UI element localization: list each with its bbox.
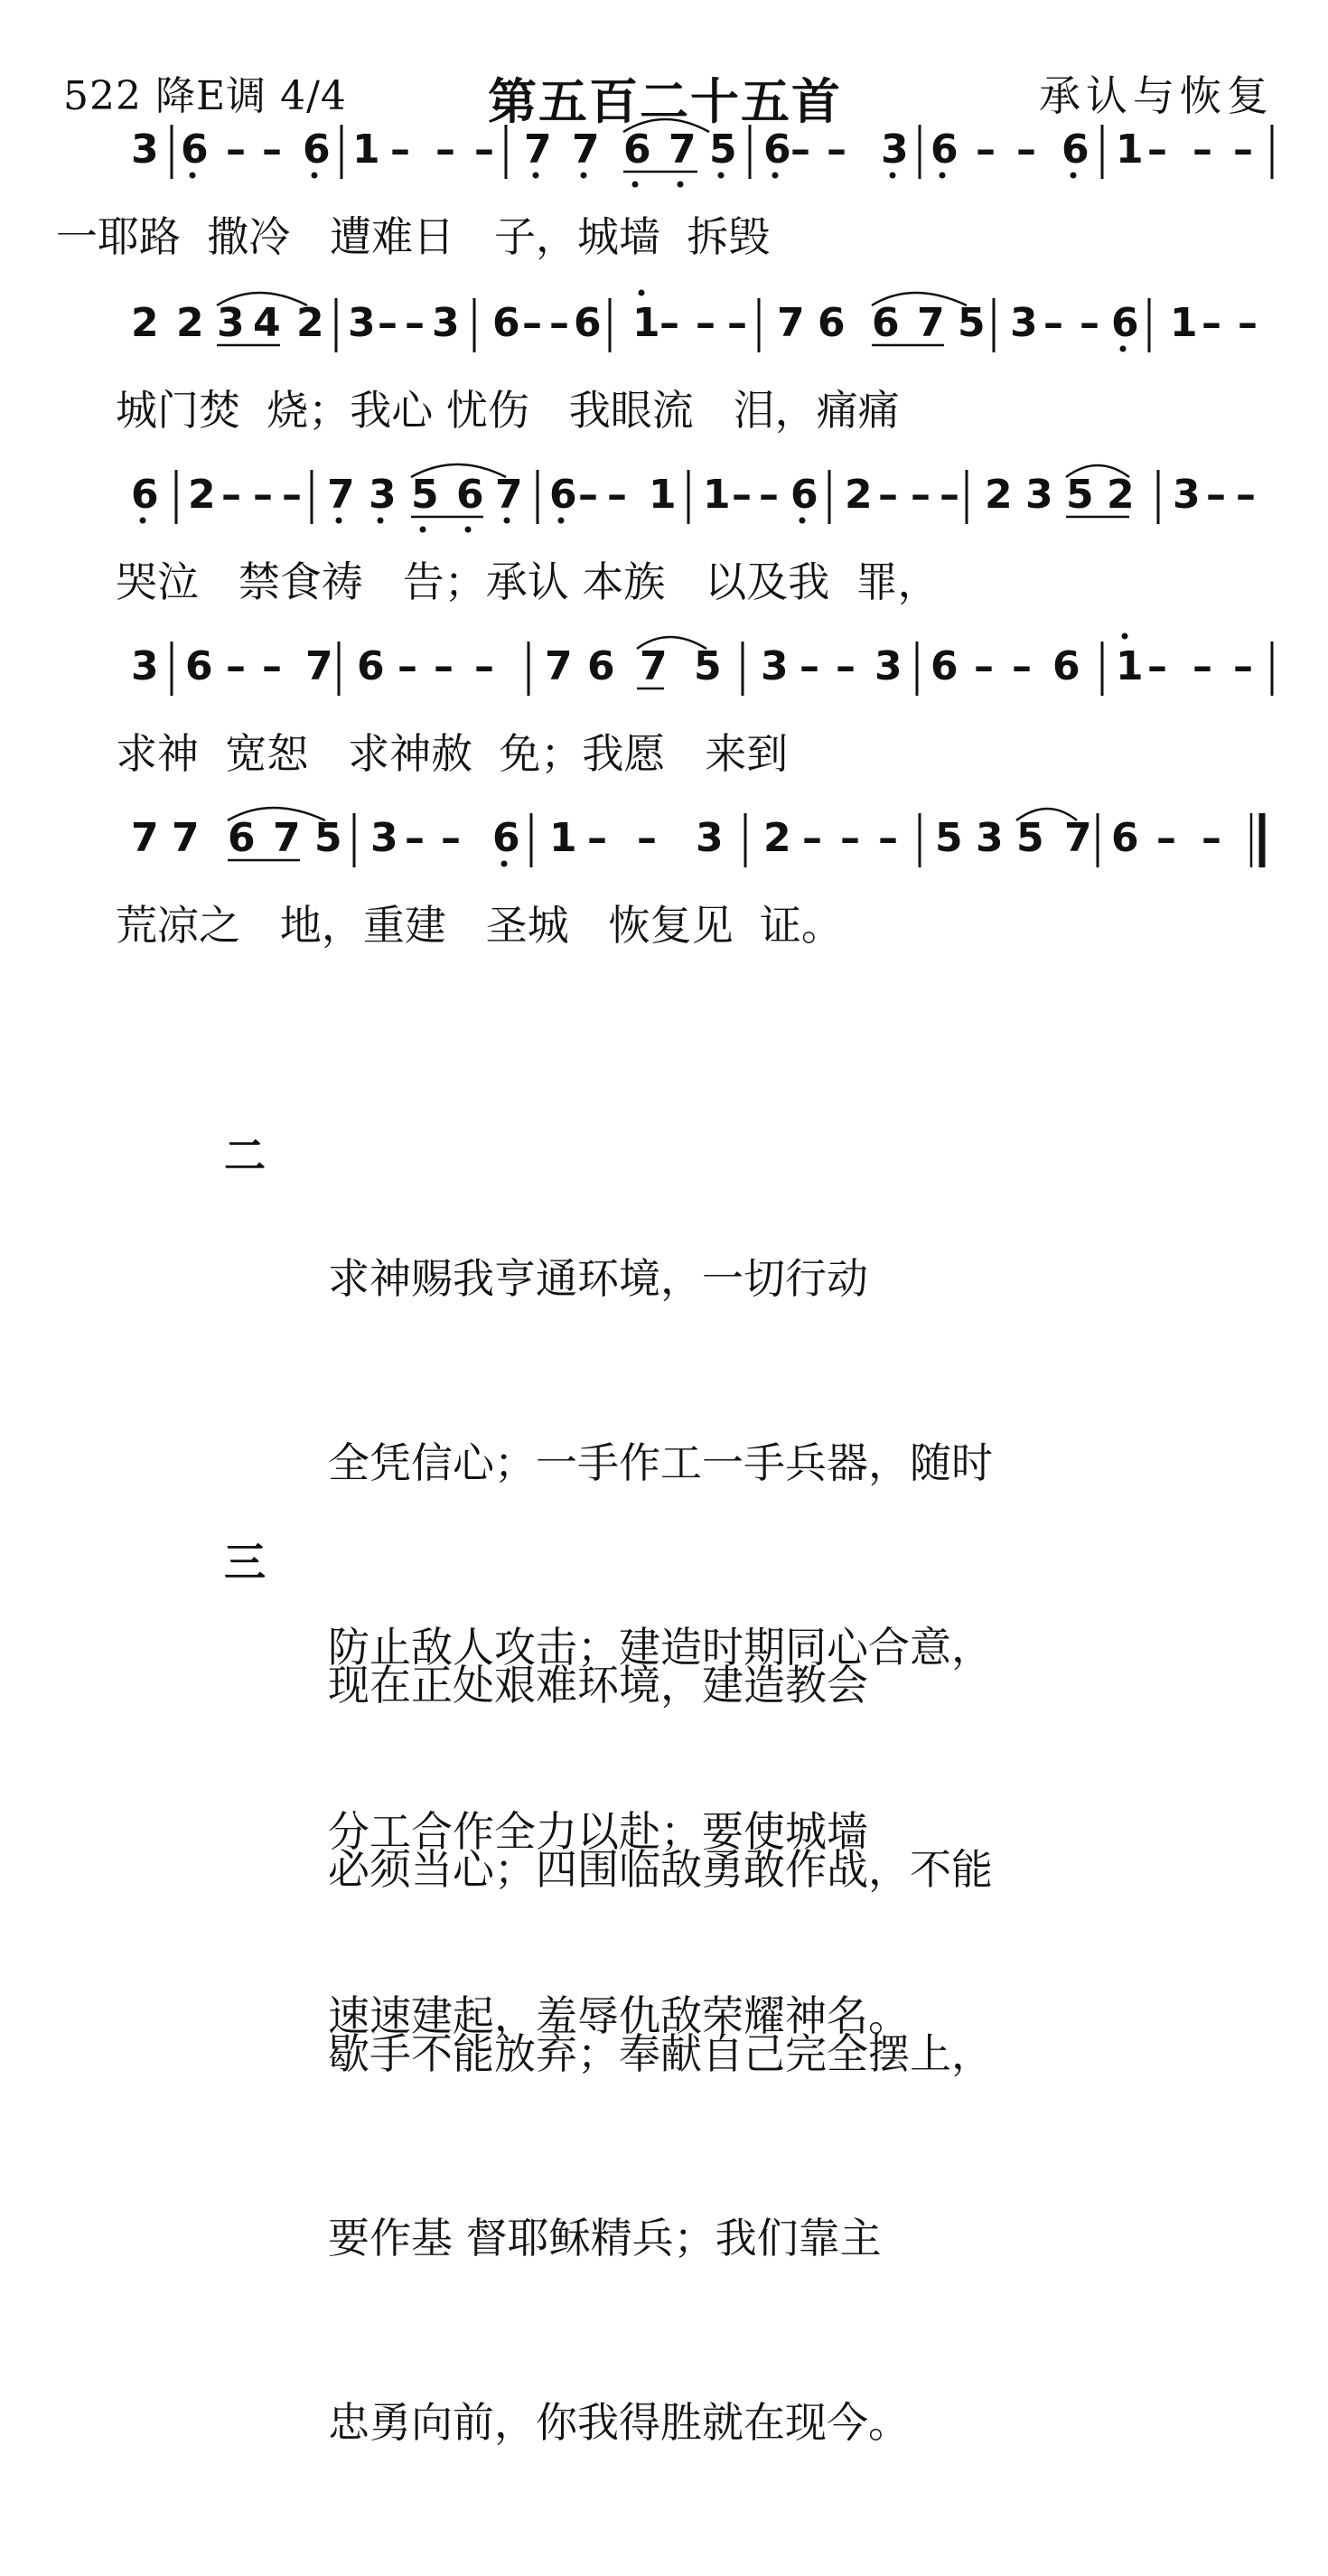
verse-line: 全凭信心；一手作工一手兵器，随时 xyxy=(328,1438,993,1487)
svg-text:–: – xyxy=(405,300,425,346)
svg-text:–: – xyxy=(435,126,455,173)
svg-text:7: 7 xyxy=(777,300,805,346)
svg-text:–: – xyxy=(1236,472,1256,518)
notation-line-5 xyxy=(0,804,1328,876)
svg-text:–: – xyxy=(1233,643,1253,689)
svg-text:1: 1 xyxy=(549,815,577,861)
svg-text:–: – xyxy=(1206,472,1226,518)
svg-text:7: 7 xyxy=(669,126,697,173)
svg-text:–: – xyxy=(1192,126,1212,173)
svg-text:2: 2 xyxy=(296,300,324,346)
svg-text:7: 7 xyxy=(273,815,301,861)
svg-text:1: 1 xyxy=(649,472,677,518)
svg-text:–: – xyxy=(434,643,454,689)
svg-text:1: 1 xyxy=(703,472,731,518)
svg-text:2: 2 xyxy=(763,815,791,861)
svg-text:3: 3 xyxy=(976,815,1004,861)
svg-text:7: 7 xyxy=(305,643,333,689)
svg-text:3: 3 xyxy=(874,643,902,689)
verse-line: 速速建起，羞辱仇敌荣耀神名。 xyxy=(328,1991,910,2040)
verse-line: 歇手不能放弃；奉献自己完全摆上， xyxy=(328,2029,993,2078)
svg-text:3: 3 xyxy=(370,815,398,861)
svg-text:–: – xyxy=(221,472,241,518)
svg-text:–: – xyxy=(405,815,425,861)
svg-text:–: – xyxy=(840,815,860,861)
svg-text:–: – xyxy=(262,126,282,173)
svg-text:1: 1 xyxy=(1116,643,1144,689)
svg-text:3: 3 xyxy=(1010,300,1038,346)
svg-text:3: 3 xyxy=(131,643,159,689)
svg-text:3: 3 xyxy=(1025,472,1053,518)
verse-text xyxy=(328,1532,993,2576)
svg-text:3: 3 xyxy=(432,300,460,346)
svg-text:1: 1 xyxy=(1170,300,1198,346)
lyric-line-5: 荒凉之 地，重建 圣城 恢复见 证。 xyxy=(116,901,843,950)
svg-text:4: 4 xyxy=(253,300,281,346)
svg-text:–: – xyxy=(790,126,810,173)
hymn-title: 第五百二十五首 xyxy=(488,72,842,130)
svg-text:–: – xyxy=(974,643,994,689)
hymn-key-meter: 522 降E调 4/4 xyxy=(63,73,347,119)
svg-text:7: 7 xyxy=(131,815,159,861)
music-system-4 xyxy=(0,632,1328,813)
svg-text:2: 2 xyxy=(188,472,216,518)
svg-text:5: 5 xyxy=(1066,472,1094,518)
lyric-line-3: 哭泣 禁食祷 告；承认 本族 以及我 罪， xyxy=(116,557,940,606)
svg-text:–: – xyxy=(1238,300,1258,346)
svg-text:–: – xyxy=(282,472,302,518)
svg-text:–: – xyxy=(1147,643,1167,689)
svg-text:5: 5 xyxy=(314,815,342,861)
lyric-line-2: 城门焚 烧；我心 忧伤 我眼流 泪，痛痛 xyxy=(116,386,900,435)
svg-text:–: – xyxy=(878,472,898,518)
music-system-3 xyxy=(0,461,1328,642)
svg-text:–: – xyxy=(727,300,747,346)
notation-line-4 xyxy=(0,632,1328,705)
svg-text:5: 5 xyxy=(694,643,722,689)
svg-text:–: – xyxy=(1016,126,1036,173)
verse-line: 现在正处艰难环境，建造教会 xyxy=(328,1661,868,1710)
svg-text:2: 2 xyxy=(176,300,204,346)
verse-number: 二 xyxy=(224,1131,266,1180)
svg-text:–: – xyxy=(226,643,246,689)
verse-line: 求神赐我亨通环境，一切行动 xyxy=(328,1254,868,1303)
svg-text:–: – xyxy=(940,472,959,518)
lyric-line-1: 一耶路 撒冷 遭难日 子，城墙 拆毁 xyxy=(56,212,771,261)
svg-text:–: – xyxy=(732,472,752,518)
svg-text:1: 1 xyxy=(632,300,660,346)
svg-text:–: – xyxy=(474,126,494,173)
svg-text:–: – xyxy=(522,300,542,346)
svg-text:5: 5 xyxy=(958,300,986,346)
svg-text:1: 1 xyxy=(1116,126,1144,173)
svg-text:–: – xyxy=(1202,300,1221,346)
verse-line: 要作基 督耶稣精兵；我们靠主 xyxy=(328,2214,882,2262)
svg-text:–: – xyxy=(441,815,461,861)
svg-text:1: 1 xyxy=(352,126,380,173)
svg-text:3: 3 xyxy=(348,300,376,346)
svg-text:–: – xyxy=(659,300,679,346)
hymn-subtitle: 承认与恢复 xyxy=(1039,71,1274,120)
svg-text:–: – xyxy=(1012,643,1032,689)
svg-text:3: 3 xyxy=(1173,472,1201,518)
svg-text:3: 3 xyxy=(131,126,159,173)
music-system-2 xyxy=(0,289,1328,470)
svg-text:6: 6 xyxy=(1052,643,1080,689)
svg-text:6: 6 xyxy=(818,300,846,346)
svg-text:–: – xyxy=(1080,300,1099,346)
svg-text:–: – xyxy=(637,815,657,861)
svg-text:3: 3 xyxy=(369,472,397,518)
verse-number: 三 xyxy=(224,1538,266,1587)
svg-text:–: – xyxy=(587,815,607,861)
svg-text:7: 7 xyxy=(495,472,523,518)
svg-text:7: 7 xyxy=(172,815,200,861)
svg-text:–: – xyxy=(262,643,282,689)
svg-text:7: 7 xyxy=(1064,815,1092,861)
svg-text:–: – xyxy=(1192,643,1212,689)
svg-text:–: – xyxy=(378,300,397,346)
lyric-line-4: 求神 宽恕 求神赦 免；我愿 来到 xyxy=(116,729,789,778)
verse-line: 忠勇向前，你我得胜就在现今。 xyxy=(328,2398,910,2447)
svg-text:6: 6 xyxy=(181,126,209,173)
verse-line: 防止敌人攻击；建造时期同心合意， xyxy=(328,1623,993,1672)
svg-text:6: 6 xyxy=(131,472,159,518)
svg-text:6: 6 xyxy=(228,815,256,861)
svg-text:–: – xyxy=(253,472,273,518)
svg-text:6: 6 xyxy=(763,126,791,173)
svg-text:6: 6 xyxy=(1061,126,1090,173)
svg-text:–: – xyxy=(911,472,931,518)
svg-text:–: – xyxy=(878,815,898,861)
svg-text:6: 6 xyxy=(303,126,331,173)
svg-text:6: 6 xyxy=(185,643,213,689)
svg-text:7: 7 xyxy=(572,126,600,173)
svg-text:–: – xyxy=(1202,815,1221,861)
svg-text:3: 3 xyxy=(696,815,724,861)
notation-line-2 xyxy=(0,289,1328,361)
svg-text:6: 6 xyxy=(872,300,900,346)
svg-text:6: 6 xyxy=(623,126,651,173)
svg-text:–: – xyxy=(1156,815,1176,861)
svg-text:6: 6 xyxy=(1111,815,1139,861)
svg-text:3: 3 xyxy=(217,300,245,346)
svg-text:–: – xyxy=(474,643,494,689)
verse-line: 必须当心；四围临敌勇敢作战，不能 xyxy=(328,1845,993,1894)
svg-text:3: 3 xyxy=(761,643,789,689)
svg-text:–: – xyxy=(800,643,819,689)
svg-text:6: 6 xyxy=(931,643,959,689)
svg-text:5: 5 xyxy=(935,815,963,861)
svg-text:5: 5 xyxy=(411,472,439,518)
svg-text:–: – xyxy=(397,643,417,689)
svg-text:2: 2 xyxy=(1107,472,1135,518)
svg-text:5: 5 xyxy=(1016,815,1044,861)
svg-text:–: – xyxy=(1147,126,1167,173)
svg-text:6: 6 xyxy=(574,300,602,346)
svg-text:–: – xyxy=(976,126,996,173)
svg-text:7: 7 xyxy=(640,643,668,689)
svg-text:–: – xyxy=(802,815,822,861)
svg-text:–: – xyxy=(696,300,715,346)
svg-text:–: – xyxy=(226,126,246,173)
svg-text:6: 6 xyxy=(492,300,520,346)
music-system-1 xyxy=(0,116,1328,296)
svg-text:6: 6 xyxy=(357,643,385,689)
svg-text:2: 2 xyxy=(131,300,159,346)
notation-line-1 xyxy=(0,116,1328,188)
svg-text:7: 7 xyxy=(524,126,552,173)
svg-text:6: 6 xyxy=(492,815,520,861)
svg-text:7: 7 xyxy=(545,643,573,689)
svg-text:7: 7 xyxy=(917,300,945,346)
music-system-5 xyxy=(0,804,1328,985)
svg-text:–: – xyxy=(836,643,856,689)
svg-text:–: – xyxy=(1233,126,1253,173)
svg-text:–: – xyxy=(827,126,846,173)
svg-text:6: 6 xyxy=(1111,300,1139,346)
svg-text:–: – xyxy=(390,126,410,173)
notation-line-3 xyxy=(0,461,1328,533)
svg-text:2: 2 xyxy=(985,472,1013,518)
verse-line: 分工合作全力以赴；要使城墙 xyxy=(328,1807,868,1856)
svg-text:6: 6 xyxy=(549,472,577,518)
svg-text:–: – xyxy=(607,472,627,518)
svg-text:2: 2 xyxy=(845,472,873,518)
svg-text:5: 5 xyxy=(709,126,737,173)
svg-text:–: – xyxy=(549,300,569,346)
svg-text:3: 3 xyxy=(881,126,909,173)
svg-text:–: – xyxy=(578,472,598,518)
svg-text:–: – xyxy=(759,472,779,518)
svg-text:–: – xyxy=(1043,300,1063,346)
svg-text:6: 6 xyxy=(790,472,818,518)
svg-text:6: 6 xyxy=(587,643,615,689)
svg-text:7: 7 xyxy=(327,472,355,518)
svg-text:6: 6 xyxy=(456,472,484,518)
svg-text:6: 6 xyxy=(931,126,959,173)
